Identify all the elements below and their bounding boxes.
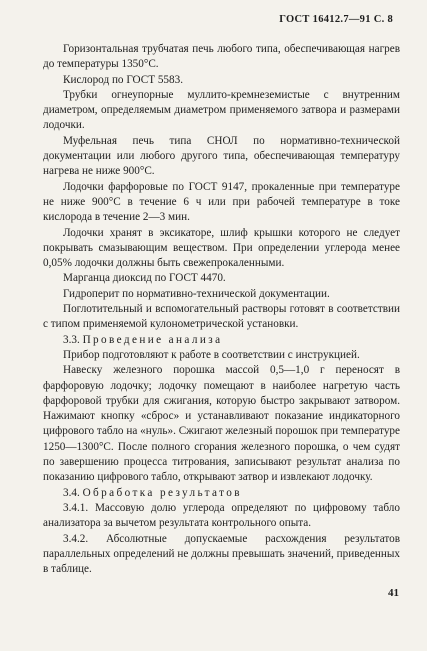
section-heading-3-3: [43, 333, 400, 348]
section-heading-3-4: [43, 486, 400, 501]
paragraph: Навеску железного порошка массой 0,5—1,0 г переносят в фарфоровую лодочку; лодочку помещают в наиболее нагретую часть фарфоровой трубки для сжигания, которую быстро закрывают затвором. Нажимают кнопку «сброс» и устанавливают показание индикаторного цифрового табло на «нуль». Сжигают железный порошок при температуре 1250—1300°С. После полного сгорания железного порошка, о чем судят по завершению процесса титрования, записывают результат анализа по показанию цифрового табло, открывают затвор и извлекают лодочку.: [43, 364, 400, 484]
paragraph: Марганца диоксид по ГОСТ 4470.: [63, 272, 226, 285]
paragraph: Трубки огнеупорные муллито-кремнеземистые с внутренним диаметром, определяемым диаметром применяемого затвора и размерами лодочки.: [43, 88, 400, 132]
page-number: 41: [388, 587, 399, 599]
section-number: 3.3.: [63, 333, 80, 346]
paragraph: Гидроперит по нормативно-технической документации.: [63, 287, 330, 300]
section-number: 3.4.: [63, 486, 80, 499]
paragraph: Поглотительный и вспомогательный растворы готовят в соответствии с типом применяемой кулонометрической установки.: [43, 303, 400, 331]
section-title: Проведение анализа: [82, 333, 223, 346]
paragraph: 3.4.1. Массовую долю углерода определяют по цифровому табло анализатора за вычетом результата контрольного опыта.: [43, 501, 400, 530]
paragraph: Прибор подготовляют к работе в соответствии с инструкцией.: [63, 348, 360, 361]
paragraph: Горизонтальная трубчатая печь любого типа, обеспечивающая нагрев до температуры 1350°С.: [43, 43, 400, 71]
page-body: [43, 42, 400, 577]
page-header: ГОСТ 16412.7—91 С. 8: [279, 14, 393, 25]
section-title: Обработка результатов: [82, 486, 242, 499]
paragraph: Лодочки хранят в эксикаторе, шлиф крышки которого не следует покрывать смазывающим веществом. При определении углерода менее 0,05% лодочки должны быть свежепрокаленными.: [43, 226, 400, 270]
paragraph: Кислород по ГОСТ 5583.: [63, 73, 183, 86]
paragraph: Лодочки фарфоровые по ГОСТ 9147, прокаленные при температуре не ниже 900°С в течение 6 ч или при рабочей температуре в токе кислорода в течение 2—3 мин.: [43, 180, 400, 224]
paragraph: 3.4.2. Абсолютные допускаемые расхождения результатов параллельных определений не должны превышать значений, приведенных в таблице.: [43, 532, 400, 576]
paragraph: Муфельная печь типа СНОЛ по нормативно-технической документации или любого другого типа, обеспечивающая температуру нагрева не ниже 900°С.: [43, 134, 400, 178]
